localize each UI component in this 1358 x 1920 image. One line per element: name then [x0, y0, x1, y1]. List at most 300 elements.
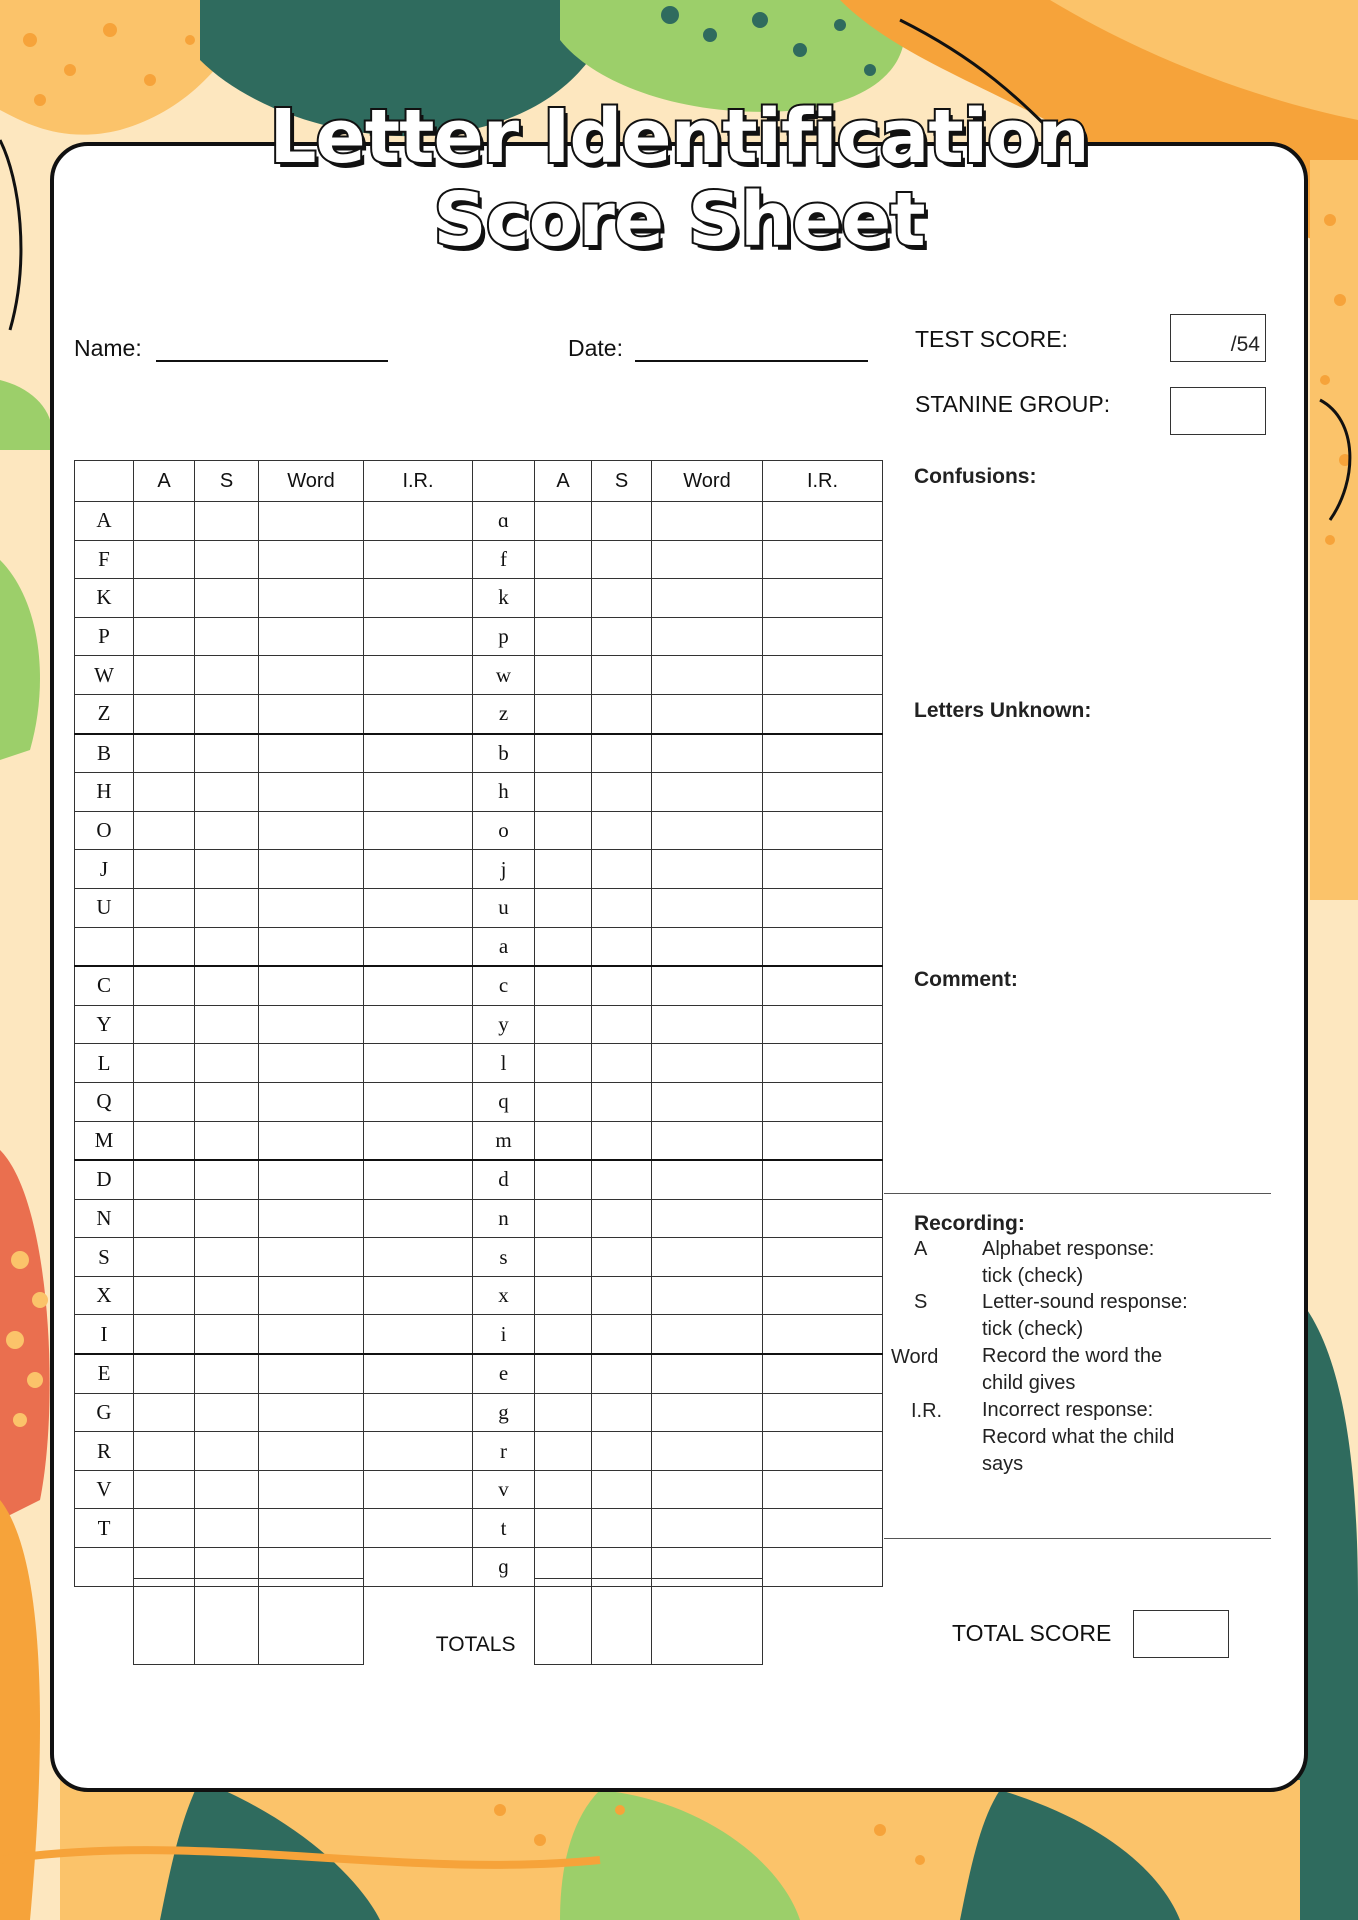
table-row — [75, 734, 883, 773]
response-cell[interactable] — [195, 1160, 259, 1199]
response-cell[interactable] — [364, 1044, 473, 1083]
test-score-box[interactable] — [1170, 314, 1266, 362]
response-cell[interactable] — [535, 1432, 592, 1471]
lowercase-letter-cell: v — [473, 1470, 535, 1509]
response-cell[interactable] — [259, 1082, 364, 1121]
response-cell[interactable] — [134, 1276, 195, 1315]
response-cell[interactable] — [763, 1393, 883, 1432]
lowercase-letter-cell: h — [473, 773, 535, 812]
letters-unknown-label: Letters Unknown: — [914, 699, 1092, 722]
response-cell[interactable] — [364, 1005, 473, 1044]
response-cell[interactable] — [195, 1432, 259, 1471]
lowercase-letter-cell: i — [473, 1315, 535, 1354]
response-cell[interactable] — [259, 540, 364, 579]
response-cell[interactable] — [259, 694, 364, 733]
lowercase-letter-cell: u — [473, 888, 535, 927]
confusions-label: Confusions: — [914, 465, 1037, 488]
uppercase-letter-cell: F — [75, 540, 134, 579]
response-cell[interactable] — [763, 1315, 883, 1354]
response-cell[interactable] — [535, 734, 592, 773]
response-cell[interactable] — [652, 1315, 763, 1354]
response-cell[interactable] — [364, 1393, 473, 1432]
response-cell[interactable] — [652, 694, 763, 733]
response-cell[interactable] — [592, 1470, 652, 1509]
response-cell[interactable] — [535, 1509, 592, 1548]
response-cell[interactable] — [134, 1393, 195, 1432]
response-cell[interactable] — [652, 579, 763, 618]
table-row — [75, 850, 883, 889]
response-cell[interactable] — [134, 966, 195, 1005]
response-cell[interactable] — [364, 734, 473, 773]
response-cell[interactable] — [134, 1238, 195, 1277]
response-cell[interactable] — [259, 656, 364, 695]
lowercase-letter-cell: ɡ — [473, 1548, 535, 1587]
table-row — [75, 656, 883, 695]
response-cell[interactable] — [195, 617, 259, 656]
response-cell[interactable] — [763, 1276, 883, 1315]
uppercase-letter-cell: X — [75, 1276, 134, 1315]
response-cell[interactable] — [364, 656, 473, 695]
response-cell[interactable] — [195, 850, 259, 889]
response-cell[interactable] — [763, 850, 883, 889]
response-cell[interactable] — [652, 1160, 763, 1199]
response-cell[interactable] — [592, 540, 652, 579]
response-cell[interactable] — [134, 773, 195, 812]
recording-desc-s-2: tick (check) — [982, 1318, 1084, 1340]
response-cell[interactable] — [364, 1121, 473, 1160]
column-header: I.R. — [763, 461, 883, 502]
response-cell[interactable] — [259, 927, 364, 966]
recording-desc-ir-1: Incorrect response: — [982, 1399, 1154, 1421]
response-cell[interactable] — [652, 540, 763, 579]
response-cell[interactable] — [592, 502, 652, 541]
response-cell[interactable] — [763, 927, 883, 966]
response-cell[interactable] — [592, 579, 652, 618]
response-cell[interactable] — [364, 1238, 473, 1277]
response-cell[interactable] — [134, 811, 195, 850]
response-cell[interactable] — [195, 1044, 259, 1083]
title-line-1: Letter Identification — [269, 94, 1089, 180]
response-cell[interactable] — [652, 734, 763, 773]
response-cell[interactable] — [195, 1121, 259, 1160]
response-cell[interactable] — [763, 1470, 883, 1509]
uppercase-letter-cell: T — [75, 1509, 134, 1548]
response-cell[interactable] — [364, 773, 473, 812]
title-line-2: Score Sheet — [433, 177, 925, 263]
response-cell[interactable] — [259, 1121, 364, 1160]
response-cell[interactable] — [652, 1005, 763, 1044]
total-s-lower[interactable] — [591, 1579, 651, 1665]
response-cell[interactable] — [195, 1393, 259, 1432]
response-cell[interactable] — [364, 1315, 473, 1354]
response-cell[interactable] — [535, 773, 592, 812]
response-cell[interactable] — [535, 1005, 592, 1044]
response-cell[interactable] — [259, 1470, 364, 1509]
response-cell[interactable] — [134, 617, 195, 656]
response-cell[interactable] — [652, 502, 763, 541]
response-cell[interactable] — [364, 1276, 473, 1315]
response-cell[interactable] — [364, 850, 473, 889]
response-cell[interactable] — [535, 888, 592, 927]
response-cell[interactable] — [364, 888, 473, 927]
lowercase-letter-cell: s — [473, 1238, 535, 1277]
response-cell[interactable] — [134, 850, 195, 889]
column-header: Word — [259, 461, 364, 502]
lowercase-letter-cell: z — [473, 694, 535, 733]
response-cell[interactable] — [592, 617, 652, 656]
response-cell[interactable] — [259, 1393, 364, 1432]
response-cell[interactable] — [364, 1432, 473, 1471]
response-cell[interactable] — [652, 927, 763, 966]
response-cell[interactable] — [134, 1199, 195, 1238]
response-cell[interactable] — [763, 694, 883, 733]
response-cell[interactable] — [364, 927, 473, 966]
response-cell[interactable] — [535, 850, 592, 889]
response-cell[interactable] — [592, 927, 652, 966]
response-cell[interactable] — [592, 1276, 652, 1315]
response-cell[interactable] — [195, 966, 259, 1005]
table-row — [75, 1432, 883, 1471]
response-cell[interactable] — [134, 540, 195, 579]
response-cell[interactable] — [134, 656, 195, 695]
response-cell[interactable] — [652, 1044, 763, 1083]
response-cell[interactable] — [134, 694, 195, 733]
name-field[interactable] — [156, 360, 388, 362]
response-cell[interactable] — [535, 617, 592, 656]
response-cell[interactable] — [259, 1432, 364, 1471]
response-cell[interactable] — [592, 1354, 652, 1393]
response-cell[interactable] — [259, 966, 364, 1005]
response-cell[interactable] — [259, 1276, 364, 1315]
response-cell[interactable] — [134, 1044, 195, 1083]
letter-identification-table — [74, 460, 883, 1587]
table-row — [75, 1160, 883, 1199]
response-cell[interactable] — [134, 1315, 195, 1354]
response-cell[interactable] — [763, 966, 883, 1005]
column-header: Word — [652, 461, 763, 502]
response-cell[interactable] — [195, 1470, 259, 1509]
response-cell[interactable] — [763, 1509, 883, 1548]
lowercase-letter-cell: e — [473, 1354, 535, 1393]
table-row — [75, 540, 883, 579]
response-cell[interactable] — [652, 850, 763, 889]
response-cell[interactable] — [134, 734, 195, 773]
column-header: A — [134, 461, 195, 502]
response-cell[interactable] — [535, 811, 592, 850]
response-cell[interactable] — [134, 888, 195, 927]
uppercase-letter-cell: L — [75, 1044, 134, 1083]
lowercase-letter-cell: g — [473, 1393, 535, 1432]
response-cell[interactable] — [652, 888, 763, 927]
response-cell[interactable] — [259, 850, 364, 889]
response-cell[interactable] — [364, 617, 473, 656]
response-cell[interactable] — [195, 694, 259, 733]
response-cell[interactable] — [763, 502, 883, 541]
response-cell[interactable] — [259, 811, 364, 850]
response-cell[interactable] — [134, 1160, 195, 1199]
stanine-group-box[interactable] — [1170, 387, 1266, 435]
response-cell[interactable] — [195, 1005, 259, 1044]
lowercase-letter-cell: a — [473, 927, 535, 966]
lowercase-letter-cell: w — [473, 656, 535, 695]
table-row — [75, 1044, 883, 1083]
response-cell[interactable] — [535, 1315, 592, 1354]
response-cell[interactable] — [652, 1432, 763, 1471]
response-cell[interactable] — [592, 811, 652, 850]
table-row — [75, 1199, 883, 1238]
response-cell[interactable] — [535, 1199, 592, 1238]
response-cell[interactable] — [259, 1199, 364, 1238]
recording-title: Recording: — [914, 1212, 1025, 1235]
uppercase-letter-cell: W — [75, 656, 134, 695]
response-cell[interactable] — [763, 1082, 883, 1121]
response-cell[interactable] — [652, 773, 763, 812]
response-cell[interactable] — [652, 966, 763, 1005]
response-cell[interactable] — [535, 927, 592, 966]
response-cell[interactable] — [195, 1199, 259, 1238]
response-cell[interactable] — [652, 811, 763, 850]
response-cell[interactable] — [195, 1509, 259, 1548]
response-cell[interactable] — [763, 1354, 883, 1393]
lowercase-letter-cell: p — [473, 617, 535, 656]
table-row — [75, 1082, 883, 1121]
response-cell[interactable] — [763, 656, 883, 695]
lowercase-letter-cell: y — [473, 1005, 535, 1044]
uppercase-letter-cell: K — [75, 579, 134, 618]
response-cell[interactable] — [259, 1160, 364, 1199]
uppercase-letter-cell: G — [75, 1393, 134, 1432]
lowercase-letter-cell: d — [473, 1160, 535, 1199]
response-cell[interactable] — [535, 1276, 592, 1315]
response-cell[interactable] — [259, 1509, 364, 1548]
response-cell[interactable] — [259, 1238, 364, 1277]
response-cell[interactable] — [195, 927, 259, 966]
response-cell[interactable] — [364, 502, 473, 541]
total-a-upper[interactable] — [133, 1579, 194, 1665]
response-cell[interactable] — [364, 811, 473, 850]
response-cell[interactable] — [364, 1160, 473, 1199]
response-cell[interactable] — [763, 811, 883, 850]
response-cell[interactable] — [652, 1470, 763, 1509]
response-cell[interactable] — [535, 1354, 592, 1393]
response-cell[interactable] — [259, 888, 364, 927]
uppercase-letter-cell: C — [75, 966, 134, 1005]
uppercase-letter-cell: N — [75, 1199, 134, 1238]
recording-desc-a-1: Alphabet response: — [982, 1238, 1155, 1260]
response-cell[interactable] — [364, 540, 473, 579]
recording-desc-s-1: Letter-sound response: — [982, 1291, 1188, 1313]
response-cell[interactable] — [364, 1470, 473, 1509]
response-cell[interactable] — [195, 1082, 259, 1121]
response-cell[interactable] — [259, 1005, 364, 1044]
response-cell[interactable] — [763, 734, 883, 773]
response-cell[interactable] — [535, 1160, 592, 1199]
response-cell[interactable] — [652, 1354, 763, 1393]
response-cell[interactable] — [535, 1082, 592, 1121]
response-cell[interactable] — [134, 1005, 195, 1044]
recording-key-a: A — [914, 1238, 928, 1260]
response-cell[interactable] — [535, 502, 592, 541]
uppercase-letter-cell: D — [75, 1160, 134, 1199]
response-cell[interactable] — [592, 656, 652, 695]
response-cell[interactable] — [195, 1276, 259, 1315]
total-a-lower[interactable] — [534, 1579, 591, 1665]
totals-spacer — [74, 1579, 133, 1665]
lowercase-letter-cell: o — [473, 811, 535, 850]
total-word-lower[interactable] — [651, 1579, 762, 1665]
response-cell[interactable] — [195, 734, 259, 773]
response-cell[interactable] — [592, 1121, 652, 1160]
response-cell[interactable] — [195, 811, 259, 850]
recording-divider-bottom — [884, 1538, 1271, 1539]
uppercase-letter-cell: Y — [75, 1005, 134, 1044]
response-cell[interactable] — [592, 1432, 652, 1471]
response-cell[interactable] — [763, 1005, 883, 1044]
lowercase-letter-cell: c — [473, 966, 535, 1005]
response-cell[interactable] — [763, 1121, 883, 1160]
name-label: Name: — [74, 335, 142, 361]
response-cell[interactable] — [535, 579, 592, 618]
response-cell[interactable] — [592, 1393, 652, 1432]
response-cell[interactable] — [259, 1315, 364, 1354]
response-cell[interactable] — [535, 1044, 592, 1083]
response-cell[interactable] — [134, 1121, 195, 1160]
response-cell[interactable] — [592, 1044, 652, 1083]
response-cell[interactable] — [535, 1470, 592, 1509]
response-cell[interactable] — [134, 579, 195, 618]
response-cell[interactable] — [535, 966, 592, 1005]
uppercase-letter-cell: A — [75, 502, 134, 541]
response-cell[interactable] — [195, 1238, 259, 1277]
column-header: A — [535, 461, 592, 502]
table-row — [75, 966, 883, 1005]
date-field[interactable] — [635, 360, 868, 362]
response-cell[interactable] — [652, 1393, 763, 1432]
response-cell[interactable] — [535, 656, 592, 695]
recording-desc-word-1: Record the word the — [982, 1345, 1163, 1367]
response-cell[interactable] — [652, 1082, 763, 1121]
table-row — [75, 773, 883, 812]
response-cell[interactable] — [259, 773, 364, 812]
table-row — [75, 1121, 883, 1160]
response-cell[interactable] — [195, 540, 259, 579]
response-cell[interactable] — [763, 1432, 883, 1471]
response-cell[interactable] — [134, 1432, 195, 1471]
response-cell[interactable] — [592, 1199, 652, 1238]
response-cell[interactable] — [364, 966, 473, 1005]
response-cell[interactable] — [592, 1238, 652, 1277]
response-cell[interactable] — [763, 1160, 883, 1199]
uppercase-letter-cell — [75, 927, 134, 966]
response-cell[interactable] — [259, 579, 364, 618]
response-cell[interactable] — [652, 1199, 763, 1238]
response-cell[interactable] — [652, 656, 763, 695]
response-cell[interactable] — [652, 1121, 763, 1160]
response-cell[interactable] — [195, 502, 259, 541]
response-cell[interactable] — [364, 1354, 473, 1393]
response-cell[interactable] — [134, 927, 195, 966]
response-cell[interactable] — [535, 694, 592, 733]
response-cell[interactable] — [364, 1199, 473, 1238]
response-cell[interactable] — [259, 734, 364, 773]
response-cell[interactable] — [364, 694, 473, 733]
response-cell[interactable] — [195, 656, 259, 695]
table-row — [75, 1509, 883, 1548]
response-cell[interactable] — [592, 850, 652, 889]
response-cell[interactable] — [364, 1509, 473, 1548]
response-cell[interactable] — [259, 502, 364, 541]
response-cell[interactable] — [763, 1199, 883, 1238]
response-cell[interactable] — [592, 1509, 652, 1548]
response-cell[interactable] — [763, 1238, 883, 1277]
response-cell[interactable] — [535, 1393, 592, 1432]
response-cell[interactable] — [134, 1509, 195, 1548]
response-cell[interactable] — [763, 617, 883, 656]
response-cell[interactable] — [592, 1005, 652, 1044]
response-cell[interactable] — [195, 579, 259, 618]
totals-label: TOTALS — [435, 1632, 516, 1656]
response-cell[interactable] — [535, 1121, 592, 1160]
response-cell[interactable] — [134, 1354, 195, 1393]
response-cell[interactable] — [535, 540, 592, 579]
total-score-box[interactable] — [1133, 1610, 1229, 1658]
response-cell[interactable] — [652, 617, 763, 656]
response-cell[interactable] — [592, 966, 652, 1005]
table-row — [75, 1276, 883, 1315]
response-cell[interactable] — [592, 1315, 652, 1354]
response-cell[interactable] — [763, 773, 883, 812]
response-cell[interactable] — [763, 579, 883, 618]
lowercase-letter-cell: l — [473, 1044, 535, 1083]
lowercase-letter-cell: x — [473, 1276, 535, 1315]
test-score-suffix: /54 — [1230, 333, 1260, 356]
response-cell[interactable] — [134, 1470, 195, 1509]
table-row — [75, 1315, 883, 1354]
total-word-upper[interactable] — [258, 1579, 363, 1665]
response-cell[interactable] — [195, 1315, 259, 1354]
response-cell[interactable] — [592, 1160, 652, 1199]
response-cell[interactable] — [134, 1082, 195, 1121]
response-cell[interactable] — [592, 1082, 652, 1121]
response-cell[interactable] — [652, 1509, 763, 1548]
recording-key-word: Word — [891, 1346, 939, 1368]
response-cell[interactable] — [592, 888, 652, 927]
stanine-group-label: STANINE GROUP: — [915, 391, 1111, 417]
response-cell[interactable] — [195, 773, 259, 812]
response-cell[interactable] — [364, 1082, 473, 1121]
column-header: S — [195, 461, 259, 502]
response-cell[interactable] — [259, 617, 364, 656]
response-cell[interactable] — [259, 1044, 364, 1083]
response-cell[interactable] — [763, 888, 883, 927]
total-s-upper[interactable] — [194, 1579, 258, 1665]
response-cell[interactable] — [763, 540, 883, 579]
response-cell[interactable] — [195, 1354, 259, 1393]
response-cell[interactable] — [134, 502, 195, 541]
response-cell[interactable] — [535, 1238, 592, 1277]
response-cell[interactable] — [652, 1276, 763, 1315]
response-cell[interactable] — [763, 1044, 883, 1083]
response-cell[interactable] — [592, 734, 652, 773]
uppercase-letter-cell: V — [75, 1470, 134, 1509]
uppercase-letter-cell: Q — [75, 1082, 134, 1121]
response-cell[interactable] — [364, 579, 473, 618]
response-cell[interactable] — [592, 773, 652, 812]
response-cell[interactable] — [195, 888, 259, 927]
response-cell[interactable] — [652, 1238, 763, 1277]
response-cell[interactable] — [592, 694, 652, 733]
response-cell[interactable] — [259, 1354, 364, 1393]
